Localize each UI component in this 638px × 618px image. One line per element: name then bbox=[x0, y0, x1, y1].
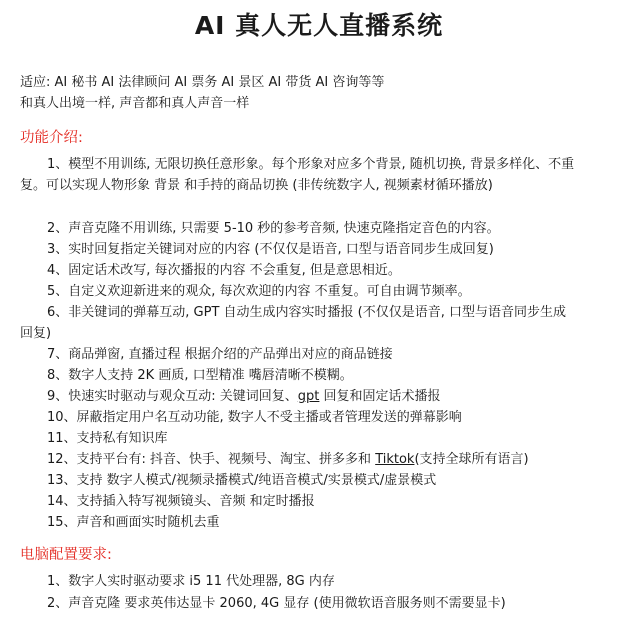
feature-item-10: 10、屏蔽指定用户名互动功能, 数字人不受主播或者管理发送的弹幕影响 bbox=[47, 410, 462, 425]
feature-item-1: 1、模型不用训练, 无限切换任意形象。每个形象对应多个背景, 随机切换, 背景多样化、不重复。可以实现人物形象 背景 和手持的商品切换 (非传统数字人, 视频素材循环播放) bbox=[20, 157, 575, 193]
feature-item-13: 13、支持 数字人模式/视频录播模式/纯语音模式/实景模式/虚景模式 bbox=[47, 473, 437, 488]
feature-item-8: 8、数字人支持 2K 画质, 口型精准 嘴唇清晰不模糊。 bbox=[47, 368, 353, 383]
feature-item-2: 2、声音克隆不用训练, 只需要 5-10 秒的参考音频, 快速克隆指定音色的内容。 bbox=[47, 221, 500, 236]
feature-item-14: 14、支持插入特写视频镜头、音频 和定时播报 bbox=[47, 494, 315, 509]
requirement-item-2: 2、声音克隆 要求英伟达显卡 2060, 4G 显存 (使用微软语音服务则不需要显卡) bbox=[47, 596, 506, 611]
feature-item-12-tiktok: Tiktok bbox=[375, 452, 415, 467]
feature-item-5: 5、自定义欢迎新进来的观众, 每次欢迎的内容 不重复。可自由调节频率。 bbox=[47, 284, 471, 299]
feature-item-15: 15、声音和画面实时随机去重 bbox=[47, 515, 220, 530]
feature-item-12 bbox=[47, 449, 529, 470]
feature-item-4: 4、固定话术改写, 每次播报的内容 不会重复, 但是意思相近。 bbox=[47, 263, 401, 278]
document-title: AI 真人无人直播系统 bbox=[194, 11, 444, 40]
requirements-heading: 电脑配置要求: bbox=[20, 547, 112, 563]
feature-item-12-part-2: (支持全球所有语言) bbox=[414, 452, 529, 467]
applicable-line-2: 和真人出境一样, 声音都和真人声音一样 bbox=[20, 96, 250, 111]
feature-item-9 bbox=[47, 386, 441, 407]
feature-item-9-gpt: gpt bbox=[297, 389, 320, 404]
feature-item-11: 11、支持私有知识库 bbox=[47, 431, 168, 446]
feature-item-12-part-1: 12、支持平台有: 抖音、快手、视频号、淘宝、拼多多和 bbox=[47, 452, 376, 467]
requirement-item-1: 1、数字人实时驱动要求 i5 11 代处理器, 8G 内存 bbox=[47, 574, 335, 589]
feature-item-9-part-2: 回复和固定话术播报 bbox=[319, 389, 441, 404]
feature-item-6: 6、非关键词的弹幕互动, GPT 自动生成内容实时播报 (不仅仅是语音, 口型与语音同步生成回复) bbox=[20, 305, 566, 341]
features-heading: 功能介绍: bbox=[20, 130, 83, 146]
applicable-line-1: 适应: AI 秘书 AI 法律顾问 AI 票务 AI 景区 AI 带货 AI 咨询等等 bbox=[20, 75, 385, 90]
feature-item-3: 3、实时回复指定关键词对应的内容 (不仅仅是语音, 口型与语音同步生成回复) bbox=[47, 242, 494, 257]
feature-item-9-part-1: 9、快速实时驱动与观众互动: 关键词回复、 bbox=[47, 389, 298, 404]
feature-item-7: 7、商品弹窗, 直播过程 根据介绍的产品弹出对应的商品链接 bbox=[47, 347, 393, 362]
